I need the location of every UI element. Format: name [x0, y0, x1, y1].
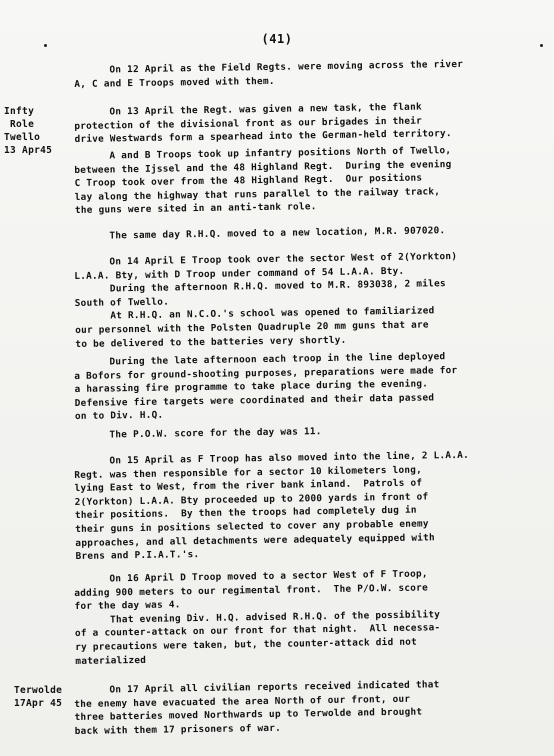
paragraph-17-april: On 17 April all civilian reports received indicated that the enemy have evacuated the area North of our front, our three batteries moved Northwards up to Terwolde and brought back with them 17 prisoners of war. [74, 679, 440, 737]
paragraph-13-april-task: On 13 April the Regt. was given a new task, the flank protection of the divisional front as our brigades in their drive Westwards form a spearhead into the German-held territory. [74, 101, 452, 146]
margin-note-terwolde: Terwolde 17Apr 45 [14, 685, 63, 709]
punch-dot [540, 44, 543, 47]
paragraph-pow-score: The P.O.W. score for the day was 11. [74, 426, 322, 441]
paragraph-troop-positions: A and B Troops took up infantry positions North of Twello, between the Ijssel and the 48 Highland Regt. During the evening C Troop took over from the 48 Highland Regt. Our positions lay along the highway that runs parallel to the railway track, the guns were sited in an anti-tank role. [74, 145, 452, 217]
paragraph-14-april: On 14 April E Troop took over the sector West of 2(Yorkton) L.A.A. Bty, with D Troop under command of 54 L.A.A. Bty. During the afternoon R.H.Q. moved to M.R. 893038, 2 miles South of Twello. At R.H.Q. an N.C.O.'s school was opened to familiarized our personnel with the Polsten Quadruple 20 mm guns that are to be delivered to the batteries very shortly. [74, 250, 458, 350]
punch-dot [44, 44, 47, 47]
margin-note-infty-role: Infty Role Twello 13 Apr45 [4, 106, 53, 156]
paragraph-rhq-move: The same day R.H.Q. moved to a new location, M.R. 907020. [74, 225, 446, 242]
paragraph-16-april: On 16 April D Troop moved to a sector West of F Troop, adding 900 meters to our regimental front. The P/O.W. score for the day was 4. That evening Div. H.Q. advised R.H.Q. of the possibility of a counter-attack on our front for that night. All necessa- ry precautions were taken, but, the counter-attack did not materialized [74, 568, 441, 667]
paragraph-late-afternoon: During the late afternoon each troop in the line deployed a Bofors for ground-shooting purposes, preparations were made for a harassing fire programme to take place during the evening. Defensive fire targets were coordinated and their data passed on to Div. H.Q. [74, 351, 458, 423]
paragraph-15-april: On 15 April as F Troop has also moved into the line, 2 L.A.A. Regt. was then responsible for a sector 10 kilometers long, lying East to West, from the river bank inland. Patrols of 2(Yorkton) L.A.A. Bty proceeded up to 2000 yards in front of their positions. By then the troops had completely dug in their guns in positions selected to cover any probable enemy approaches, and all detachments were adequately equipped with Brens and P.I.A.T.'s. [74, 449, 470, 563]
page-number: (41) [261, 32, 293, 46]
paragraph-12-april: On 12 April as the Field Regts. were moving across the river A, C and E Troops moved with them. [74, 58, 464, 90]
